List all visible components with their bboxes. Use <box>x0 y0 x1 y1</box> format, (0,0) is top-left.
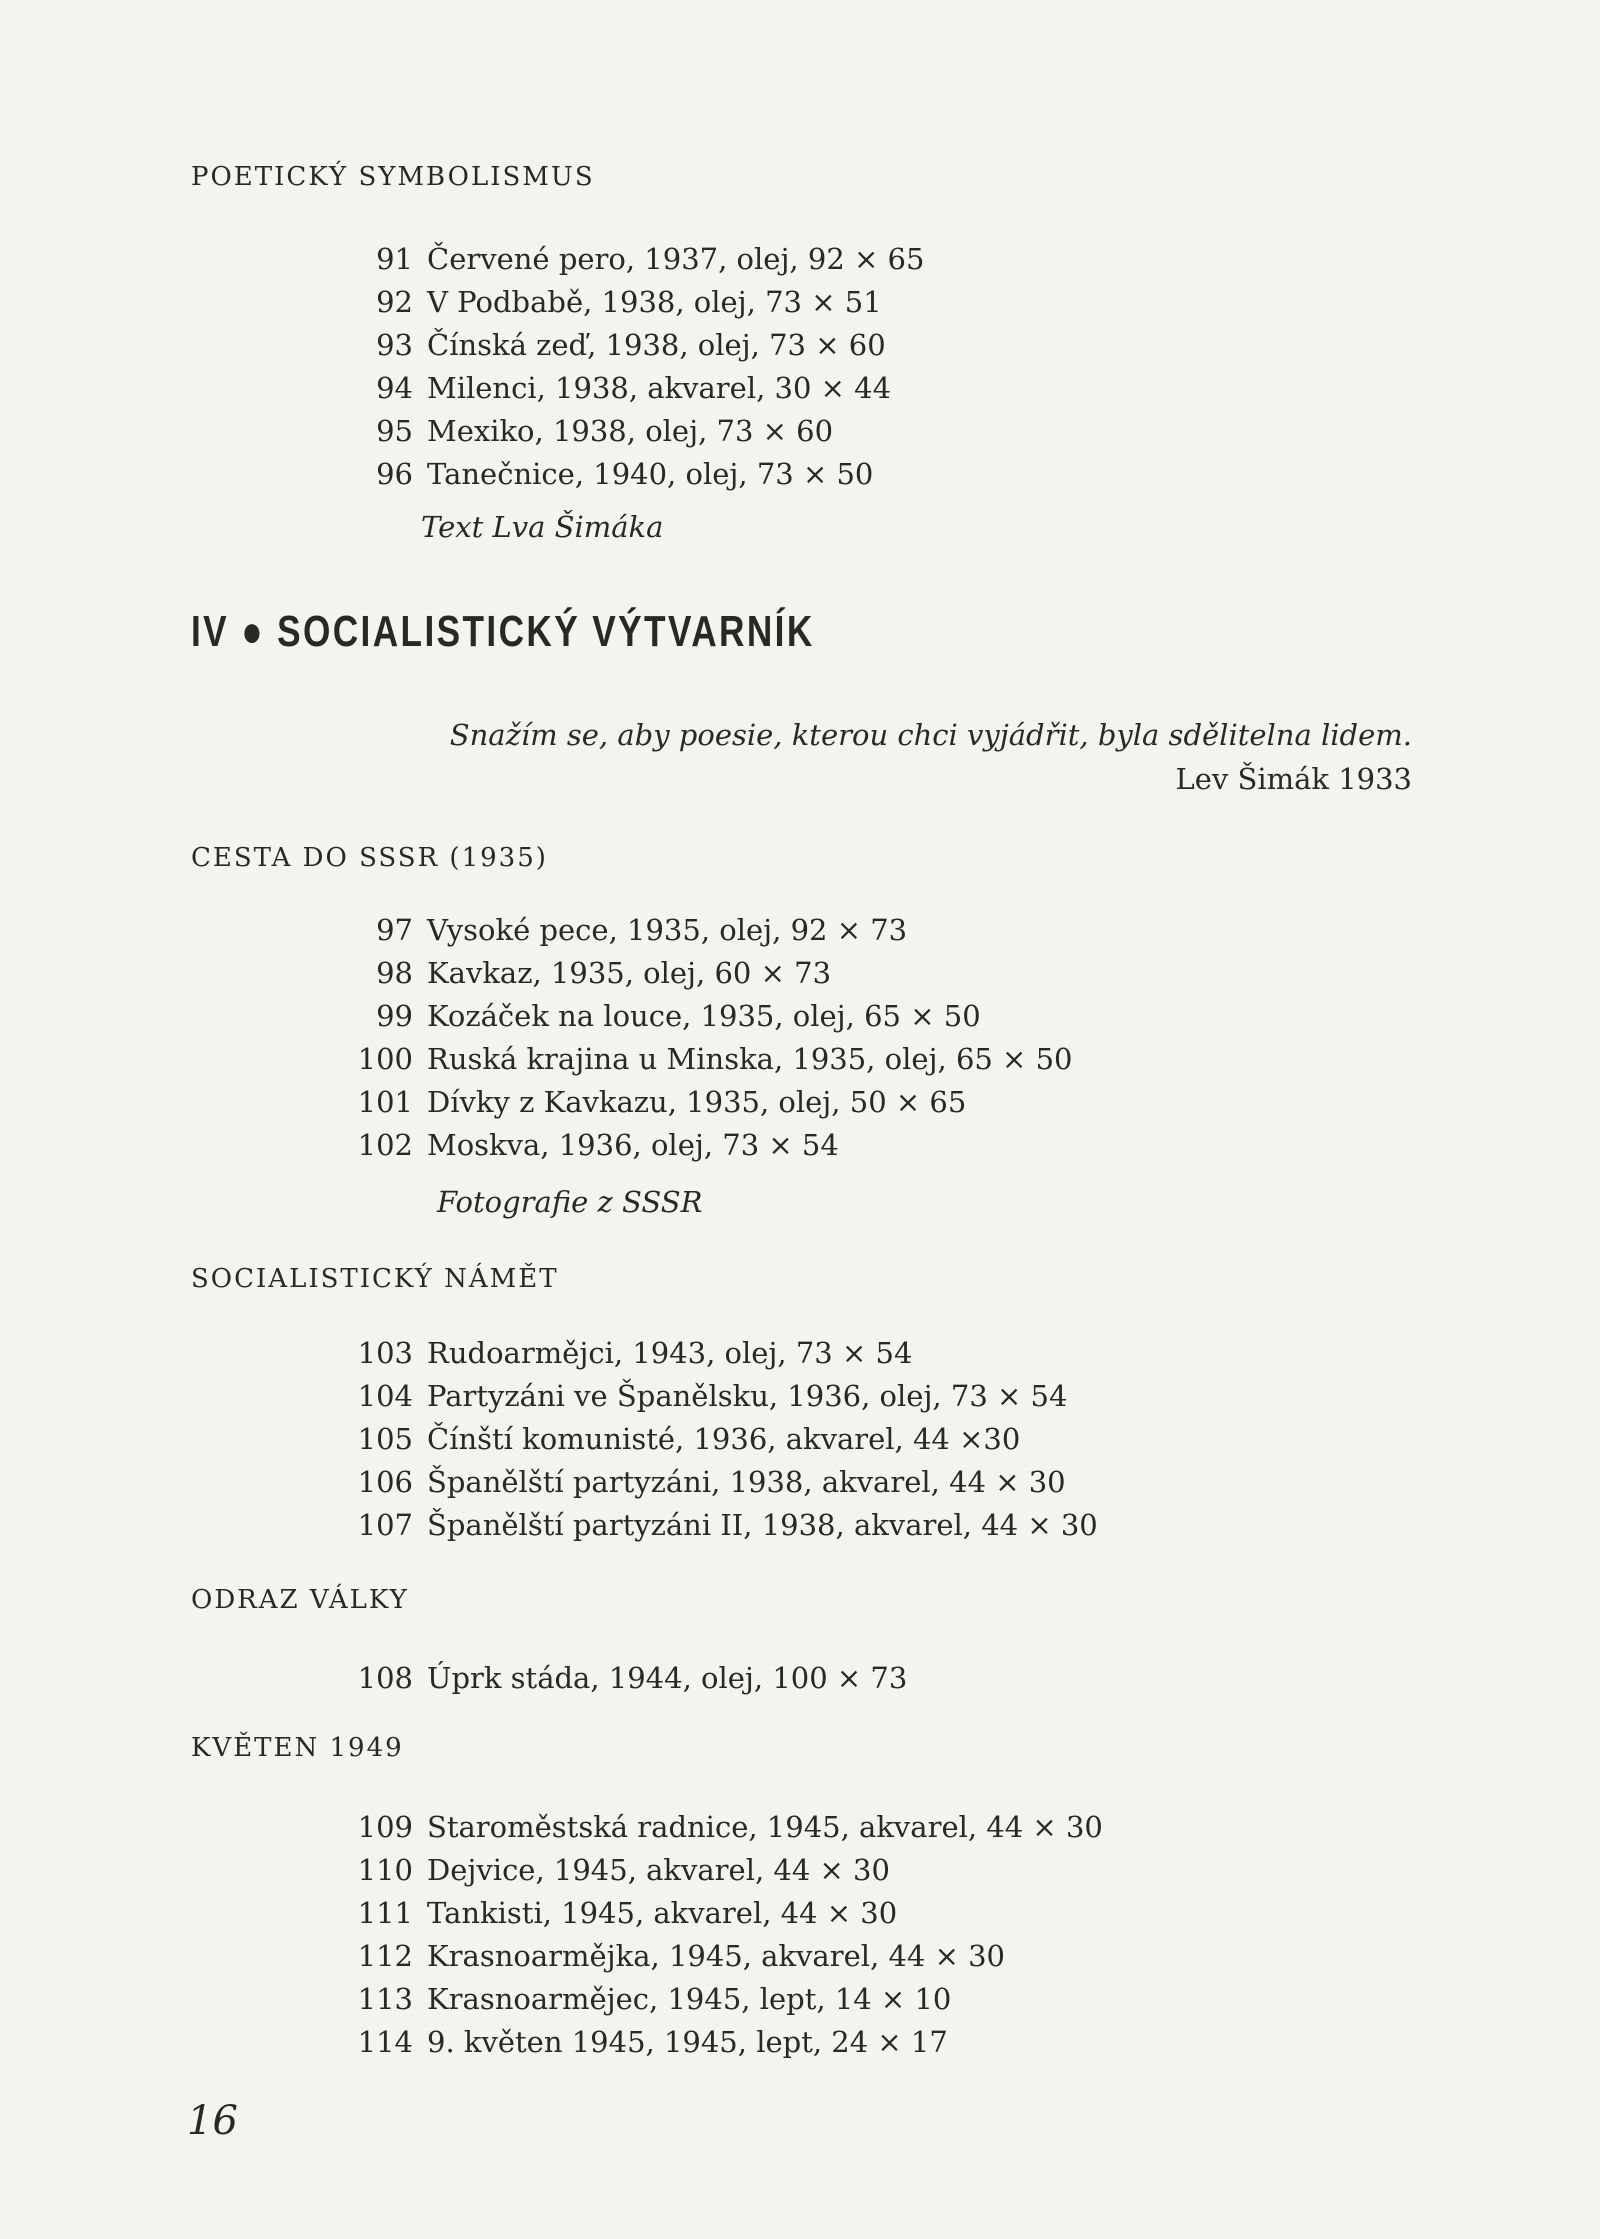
list-item <box>355 908 1072 951</box>
list-item <box>355 1656 907 1699</box>
list-item <box>355 1977 1103 2020</box>
entry-number: 114 <box>357 2024 413 2059</box>
entry-number: 110 <box>357 1852 413 1887</box>
entry-text: Španělští partyzáni, 1938, akvarel, 44 × 30 <box>427 1464 1066 1499</box>
section-title: KVĚTEN 1949 <box>191 1733 404 1763</box>
list-item <box>355 366 924 409</box>
entry-number: 92 <box>376 284 413 319</box>
entry-text: Kavkaz, 1935, olej, 60 × 73 <box>427 955 832 990</box>
list-item <box>355 1374 1098 1417</box>
entry-number: 102 <box>357 1127 413 1162</box>
chapter-heading: IV ● SOCIALISTICKÝ VÝTVARNÍK <box>191 607 815 656</box>
list-item <box>355 994 1072 1037</box>
entry-text: Čínští komunisté, 1936, akvarel, 44 ×30 <box>427 1421 1021 1456</box>
entry-number: 95 <box>376 413 413 448</box>
section-note: Text Lva Šimáka <box>421 510 664 544</box>
list-item <box>355 1037 1072 1080</box>
entry-number: 105 <box>357 1421 413 1456</box>
entry-number: 112 <box>357 1938 413 1973</box>
entry-number: 111 <box>357 1895 413 1930</box>
list-item <box>355 280 924 323</box>
entry-number: 101 <box>357 1084 413 1119</box>
entry-number: 96 <box>376 456 413 491</box>
entry-number: 93 <box>376 327 413 362</box>
list-item <box>355 1080 1072 1123</box>
list-item <box>355 452 924 495</box>
entry-number: 103 <box>357 1335 413 1370</box>
list-item <box>355 409 924 452</box>
entry-text: Ruská krajina u Minska, 1935, olej, 65 × 50 <box>427 1041 1073 1076</box>
entry-number: 100 <box>357 1041 413 1076</box>
entry-text: Milenci, 1938, akvarel, 30 × 44 <box>427 370 892 405</box>
entry-list <box>355 1331 1098 1546</box>
entry-list <box>355 908 1072 1166</box>
entry-text: Dívky z Kavkazu, 1935, olej, 50 × 65 <box>427 1084 967 1119</box>
list-item <box>355 951 1072 994</box>
list-item <box>355 1123 1072 1166</box>
entry-text: Červené pero, 1937, olej, 92 × 65 <box>427 241 925 276</box>
entry-text: Krasnoarmějec, 1945, lept, 14 × 10 <box>427 1981 952 2016</box>
epigraph-author: Lev Šimák 1933 <box>1175 762 1412 796</box>
entry-list <box>355 1805 1103 2063</box>
entry-text: Čínská zeď, 1938, olej, 73 × 60 <box>427 327 886 362</box>
entry-text: Tankisti, 1945, akvarel, 44 × 30 <box>427 1895 898 1930</box>
entry-number: 97 <box>376 912 413 947</box>
entry-text: Španělští partyzáni II, 1938, akvarel, 44 × 30 <box>427 1507 1098 1542</box>
entry-text: Krasnoarmějka, 1945, akvarel, 44 × 30 <box>427 1938 1005 1973</box>
entry-number: 107 <box>357 1507 413 1542</box>
section-title: SOCIALISTICKÝ NÁMĚT <box>191 1264 559 1294</box>
entry-number: 98 <box>376 955 413 990</box>
entry-text: Mexiko, 1938, olej, 73 × 60 <box>427 413 834 448</box>
list-item <box>355 1417 1098 1460</box>
section-title: ODRAZ VÁLKY <box>191 1585 409 1615</box>
list-item <box>355 237 924 280</box>
entry-text: Kozáček na louce, 1935, olej, 65 × 50 <box>427 998 981 1033</box>
entry-number: 108 <box>357 1660 413 1695</box>
section-note: Fotografie z SSSR <box>437 1185 703 1219</box>
list-item <box>355 2020 1103 2063</box>
entry-list <box>355 1656 907 1699</box>
entry-number: 91 <box>376 241 413 276</box>
entry-text: Vysoké pece, 1935, olej, 92 × 73 <box>427 912 908 947</box>
entry-text: Partyzáni ve Španělsku, 1936, olej, 73 × 54 <box>427 1378 1068 1413</box>
list-item <box>355 1848 1103 1891</box>
entry-number: 113 <box>357 1981 413 2016</box>
entry-text: Rudoarmějci, 1943, olej, 73 × 54 <box>427 1335 913 1370</box>
entry-number: 106 <box>357 1464 413 1499</box>
entry-text: V Podbabě, 1938, olej, 73 × 51 <box>427 284 882 319</box>
section-title: POETICKÝ SYMBOLISMUS <box>191 162 595 192</box>
entry-number: 99 <box>376 998 413 1033</box>
entry-text: Dejvice, 1945, akvarel, 44 × 30 <box>427 1852 890 1887</box>
entry-text: Úprk stáda, 1944, olej, 100 × 73 <box>427 1660 908 1695</box>
entry-text: 9. květen 1945, 1945, lept, 24 × 17 <box>427 2024 948 2059</box>
page-number: 16 <box>187 2098 238 2144</box>
list-item <box>355 1331 1098 1374</box>
entry-text: Staroměstská radnice, 1945, akvarel, 44 × 30 <box>427 1809 1103 1844</box>
epigraph-quote: Snažím se, aby poesie, kterou chci vyjádřit, byla sdělitelna lidem. <box>449 718 1412 752</box>
entry-text: Moskva, 1936, olej, 73 × 54 <box>427 1127 839 1162</box>
list-item <box>355 1805 1103 1848</box>
entry-number: 94 <box>376 370 413 405</box>
entry-number: 104 <box>357 1378 413 1413</box>
entry-text: Tanečnice, 1940, olej, 73 × 50 <box>427 456 874 491</box>
list-item <box>355 323 924 366</box>
entry-number: 109 <box>357 1809 413 1844</box>
list-item <box>355 1934 1103 1977</box>
list-item <box>355 1460 1098 1503</box>
entry-list <box>355 237 924 495</box>
section-title: CESTA DO SSSR (1935) <box>191 843 548 873</box>
list-item <box>355 1503 1098 1546</box>
list-item <box>355 1891 1103 1934</box>
